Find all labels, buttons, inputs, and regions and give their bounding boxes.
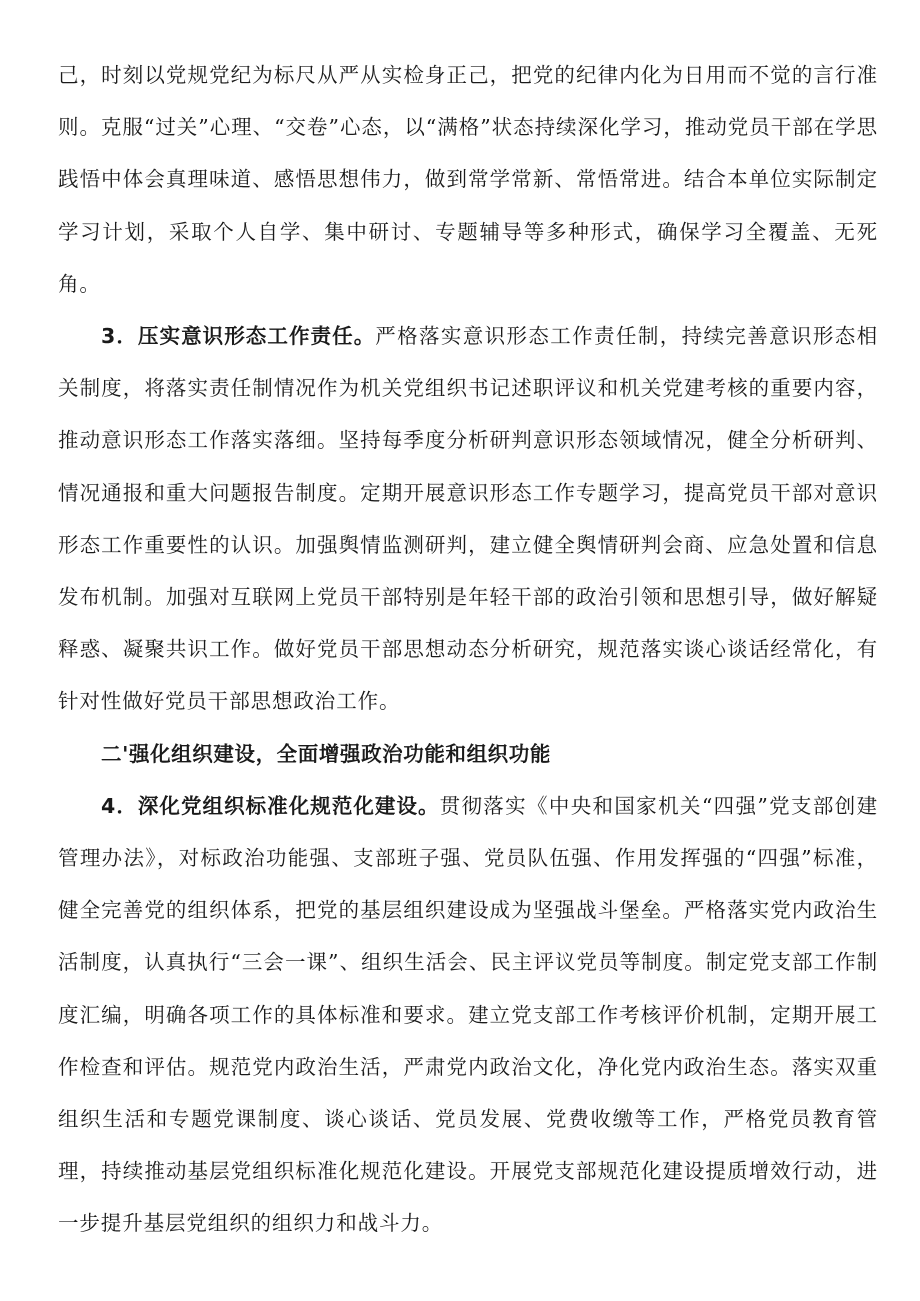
paragraph-continuation bbox=[58, 49, 878, 310]
paragraph-text: 己，时刻以党规党纪为标尺从严从实检身正己，把党的纪律内化为日用而不觉的言行准则。克服“过关”心理、“交卷”心态，以“满格”状态持续深化学习，推动党员干部在学思践悟中体会真理味道、感悟思想伟力，做到常学常新、常悟常进。结合本单位实际制定学习计划，采取个人自学、集中研讨、专题辅导等多种形式，确保学习全覆盖、无死角。 bbox=[58, 63, 878, 296]
paragraph-text: 严格落实意识形态工作责任制，持续完善意识形态相关制度，将落实责任制情况作为机关党组织书记述职评议和机关党建考核的重要内容，推动意识形态工作落实落细。坚持每季度分析研判意识形态领域情况，健全分析研判、情况通报和重大问题报告制度。定期开展意识形态工作专题学习，提高党员干部对意识形态工作重要性的认识。加强舆情监测研判，建立健全舆情研判会商、应急处置和信息发布机制。加强对互联网上党员干部特别是年轻干部的政治引领和思想引导，做好解疑释惑、凝聚共识工作。做好党员干部思想动态分析研究，规范落实谈心谈话经常化，有针对性做好党员干部思想政治工作。 bbox=[58, 324, 878, 714]
paragraph-lead-heading: 3．压实意识形态工作责任。 bbox=[101, 324, 376, 349]
paragraph-ideology-responsibility bbox=[58, 310, 878, 728]
paragraph-standardization bbox=[58, 780, 878, 1250]
paragraph-text: 贯彻落实《中央和国家机关“四强”党支部创建管理办法》，对标政治功能强、支部班子强、党员队伍强、作用发挥强的“四强”标准，健全完善党的组织体系，把党的基层组织建设成为坚强战斗堡垒。严格落实党内政治生活制度，认真执行“三会一课”、组织生活会、民主评议党员等制度。制定党支部工作制度汇编，明确各项工作的具体标准和要求。建立党支部工作考核评价机制，定期开展工作检查和评估。规范党内政治生活，严肃党内政治文化，净化党内政治生态。落实双重组织生活和专题党课制度、谈心谈话、党员发展、党费收缴等工作，严格党员教育管理，持续推动基层党组织标准化规范化建设。开展党支部规范化建设提质增效行动，进一步提升基层党组织的组织力和战斗力。 bbox=[58, 793, 878, 1236]
section-heading: 二'强化组织建设，全面增强政治功能和组织功能 bbox=[101, 741, 551, 766]
paragraph-lead-heading: 4．深化党组织标准化规范化建设。 bbox=[101, 793, 440, 818]
document-body bbox=[58, 49, 878, 1250]
